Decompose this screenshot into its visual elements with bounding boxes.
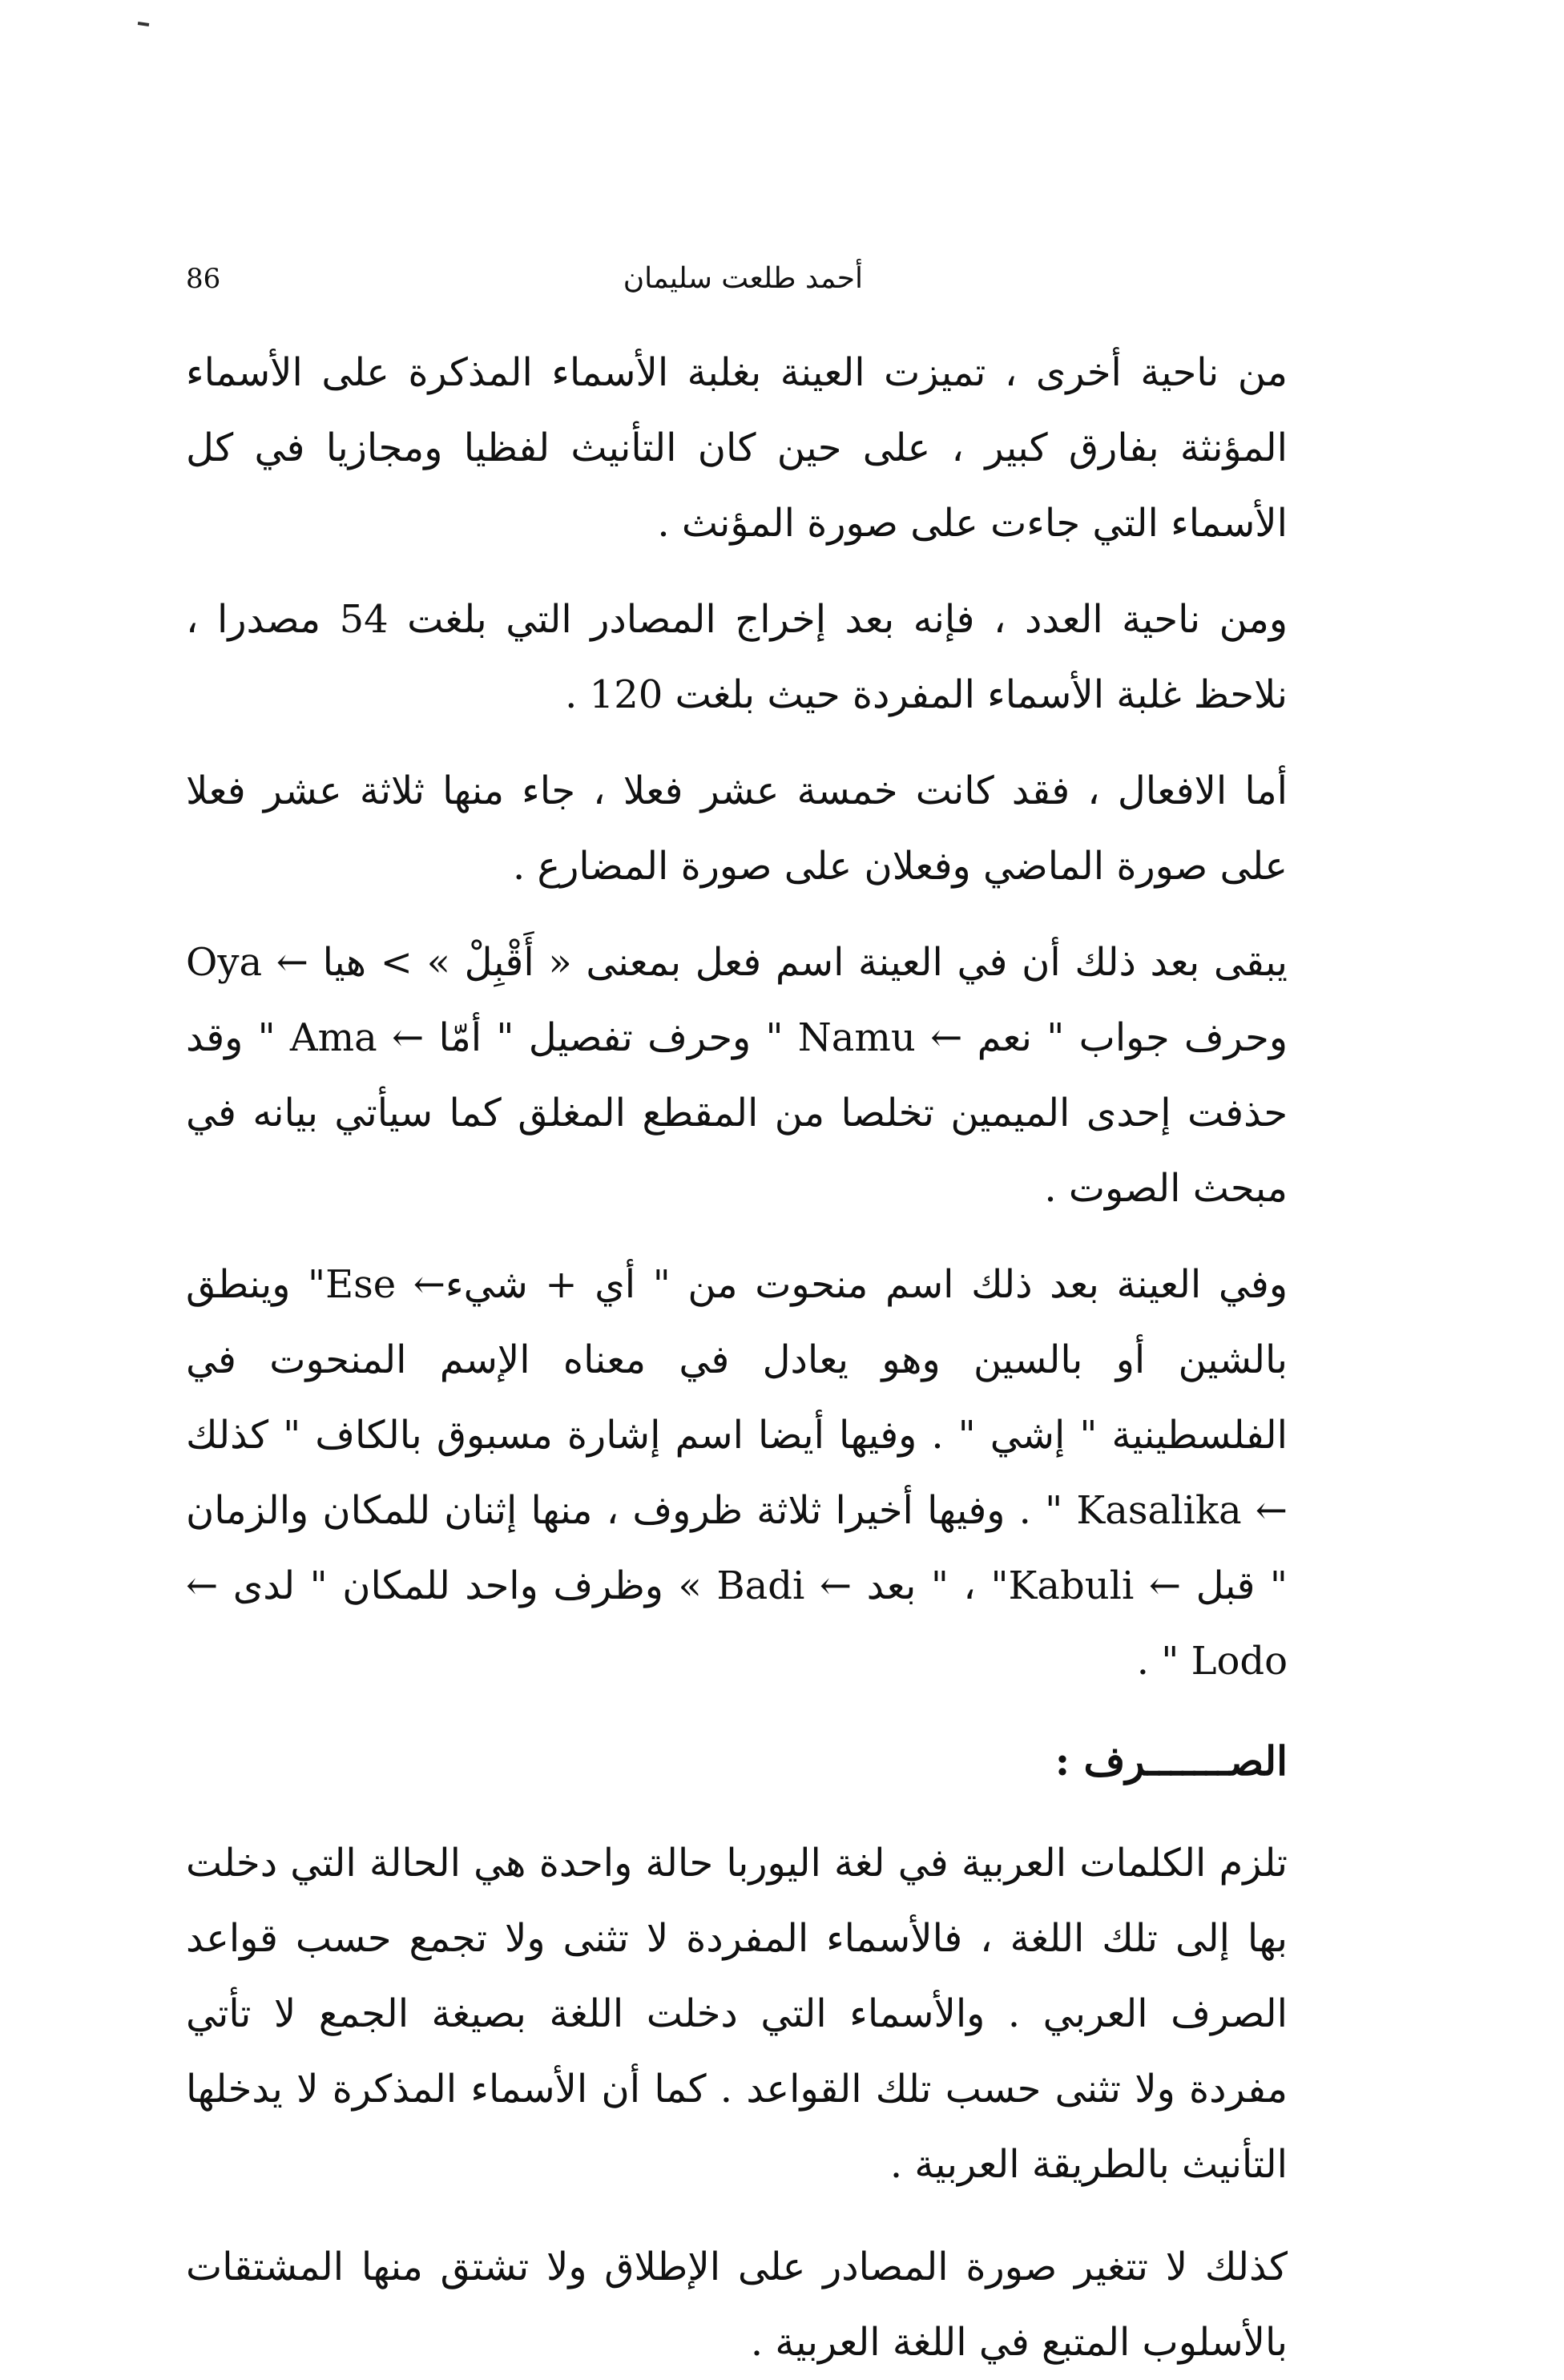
page-header <box>186 255 1288 303</box>
running-title: أحمد طلعت سليمان <box>623 262 863 295</box>
section-paragraph-2: كذلك لا تتغير صورة المصادر على الإطلاق ولا تشتق منها المشتقات بالأسلوب المتبع في اللغة العربية . <box>186 2245 1288 2365</box>
paragraph-4: يبقى بعد ذلك أن في العينة اسم فعل بمعنى « أَقْبِلْ » > هيا ← Oya وحرف جواب " نعم ← Namu " وحرف تفصيل " أمّا ← Ama " وقد حذفت إحدى الميمين تخلصا من المقطع المغلق كما سيأتي بيانه في مبحث الصوت . <box>186 940 1288 1211</box>
section-heading: الصـــــــرف : <box>1054 1737 1288 1785</box>
page-number: 86 <box>186 263 221 295</box>
paragraph-3: أما الافعال ، فقد كانت خمسة عشر فعلا ، جاء منها ثلاثة عشر فعلا على صورة الماضي وفعلان على صورة المضارع . <box>186 768 1288 889</box>
paragraph-1: من ناحية أخرى ، تميزت العينة بغلبة الأسماء المذكرة على الأسماء المؤنثة بفارق كبير ، على حين كان التأنيث لفظيا ومجازيا في كل الأسماء التي جاءت على صورة المؤنث . <box>186 350 1288 546</box>
paragraph-2: ومن ناحية العدد ، فإنه بعد إخراج المصادر التي بلغت 54 مصدرا ، نلاحظ غلبة الأسماء المفردة حيث بلغت 120 . <box>186 597 1288 717</box>
body-text <box>186 335 1288 2380</box>
scan-mark <box>138 22 149 26</box>
paragraph-5: وفي العينة بعد ذلك اسم منحوت من " أي + شيء← Ese" وينطق بالشين أو بالسين وهو يعادل في معناه الإسم المنحوت في الفلسطينية " إشي " . وفيها أيضا اسم إشارة مسبوق بالكاف " كذلك ← Kasalika " . وفيها أخيرا ثلاثة ظروف ، منها إثنان للمكان والزمان " قبل ← Kabuli" ، " بعد ← Badi » وظرف واحد للمكان " لدى ← Lodo " . <box>186 1262 1288 1684</box>
section-paragraph-1: تلزم الكلمات العربية في لغة اليوربا حالة واحدة هي الحالة التي دخلت بها إلى تلك اللغة ، فالأسماء المفردة لا تثنى ولا تجمع حسب قواعد الصرف العربي . والأسماء التي دخلت اللغة بصيغة الجمع لا تأتي مفردة ولا تثنى حسب تلك القواعد . كما أن الأسماء المذكرة لا يدخلها التأنيث بالطريقة العربية . <box>186 1841 1288 2187</box>
